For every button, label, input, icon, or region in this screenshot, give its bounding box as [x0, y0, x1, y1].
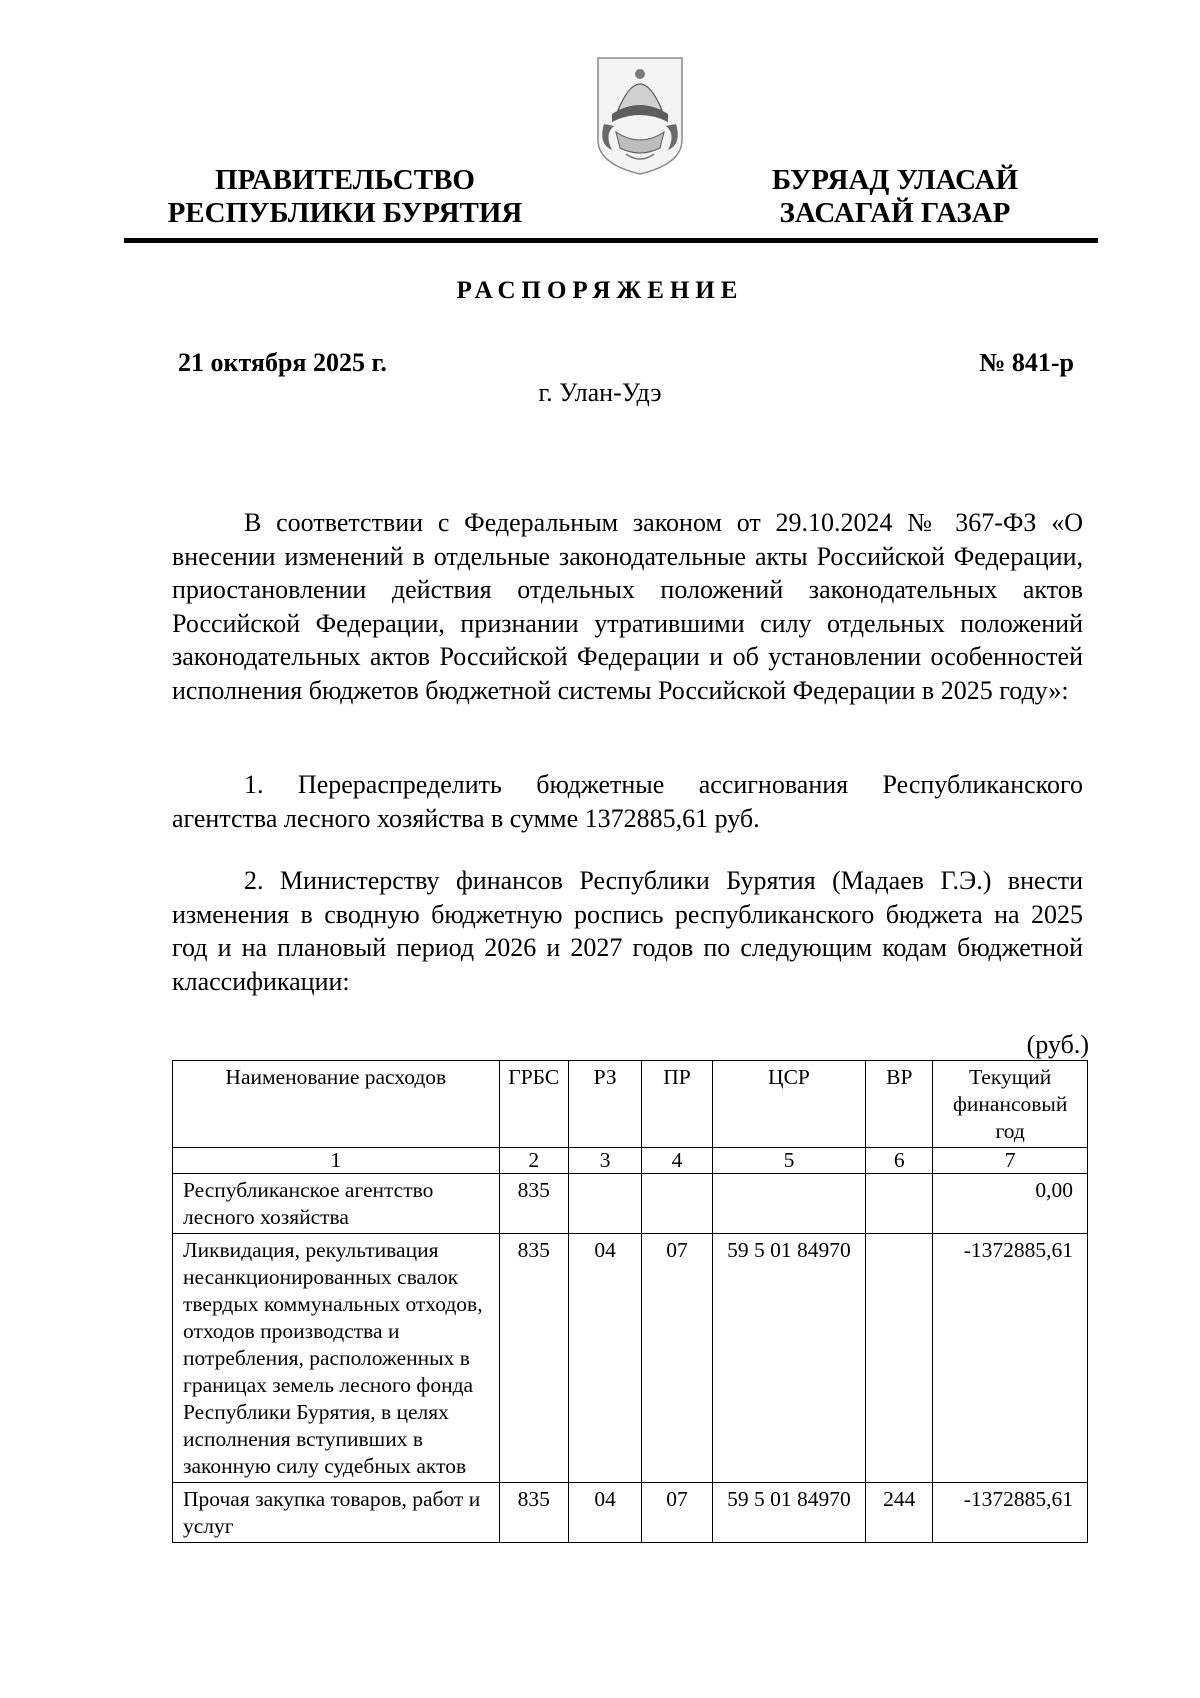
government-name-ru-line2: РЕСПУБЛИКИ БУРЯТИЯ	[167, 197, 523, 229]
cell-vr	[866, 1234, 933, 1483]
document-date: 21 октября 2025 г.	[178, 348, 387, 377]
table-row	[173, 1483, 1088, 1543]
government-name-ru	[165, 164, 525, 230]
cell-rz: 04	[568, 1234, 642, 1483]
cell-vr	[866, 1174, 933, 1234]
cell-grbs: 835	[499, 1234, 568, 1483]
cell-grbs: 835	[499, 1174, 568, 1234]
cell-amount: 0,00	[933, 1174, 1088, 1234]
cell-name: Республиканское агентство лесного хозяйства	[173, 1174, 500, 1234]
header-csr: ЦСР	[712, 1061, 866, 1148]
government-name-bua	[745, 164, 1045, 230]
government-name-bua-line1: БУРЯАД УЛАСАЙ	[771, 164, 1019, 196]
document-number: № 841-р	[979, 348, 1074, 377]
item-1-paragraph: 1. Перераспределить бюджетные ассигнования Республиканского агентства лесного хозяйства в сумме 1372885,61 руб.	[172, 770, 1083, 833]
cell-name: Ликвидация, рекультивация несанкционированных свалок твердых коммунальных отходов, отходов производства и потребления, расположенных в границах земель лесного фонда Республики Бурятия, в целях исполнения вступивших в законную силу судебных актов	[173, 1234, 500, 1483]
document-title: РАСПОРЯЖЕНИЕ	[456, 277, 744, 304]
header-vr: ВР	[866, 1061, 933, 1148]
cell-csr	[712, 1174, 866, 1234]
item-2-paragraph: 2. Министерству финансов Республики Бурятия (Мадаев Г.Э.) внести изменения в сводную бюджетную роспись республиканского бюджета на 2025 год и на плановый период 2026 и 2027 годов по следующим кодам бюджетной классификации:	[172, 866, 1083, 996]
cell-amount: -1372885,61	[933, 1483, 1088, 1543]
cell-pr: 07	[642, 1234, 712, 1483]
col-number: 6	[866, 1148, 933, 1174]
col-number: 4	[642, 1148, 712, 1174]
budget-table	[172, 1060, 1088, 1543]
cell-grbs: 835	[499, 1483, 568, 1543]
cell-name: Прочая закупка товаров, работ и услуг	[173, 1483, 500, 1543]
coat-of-arms-icon	[590, 52, 690, 178]
government-name-ru-line1: ПРАВИТЕЛЬСТВО	[215, 164, 475, 196]
cell-pr	[642, 1174, 712, 1234]
table-header-row	[173, 1061, 1088, 1148]
document-city: г. Улан-Удэ	[538, 378, 662, 407]
cell-csr: 59 5 01 84970	[712, 1234, 866, 1483]
col-number: 2	[499, 1148, 568, 1174]
header-name: Наименование расходов	[173, 1061, 500, 1148]
cell-pr: 07	[642, 1483, 712, 1543]
cell-csr: 59 5 01 84970	[712, 1483, 866, 1543]
header-divider	[124, 238, 1098, 243]
col-number: 7	[933, 1148, 1088, 1174]
table-row	[173, 1174, 1088, 1234]
intro-paragraph: В соответствии с Федеральным законом от 29.10.2024 № 367-ФЗ «О внесении изменений в отдельные законодательные акты Российской Федерации, приостановлении действия отдельных положений законодательных актов Российской Федерации, признании утратившими силу отдельных положений законодательных актов Российской Федерации и об установлении особенностей исполнения бюджетов бюджетной системы Российской Федерации в 2025 году»:	[172, 508, 1083, 705]
cell-amount: -1372885,61	[933, 1234, 1088, 1483]
table-unit: (руб.)	[1026, 1030, 1089, 1059]
column-numbers-row	[173, 1148, 1088, 1174]
col-number: 1	[173, 1148, 500, 1174]
table-row	[173, 1234, 1088, 1483]
header-grbs: ГРБС	[499, 1061, 568, 1148]
header-amount: Текущий финансовый год	[933, 1061, 1088, 1148]
government-name-bua-line2: ЗАСАГАЙ ГАЗАР	[779, 197, 1011, 229]
cell-vr: 244	[866, 1483, 933, 1543]
col-number: 3	[568, 1148, 642, 1174]
cell-rz: 04	[568, 1483, 642, 1543]
col-number: 5	[712, 1148, 866, 1174]
header-rz: РЗ	[568, 1061, 642, 1148]
header-pr: ПР	[642, 1061, 712, 1148]
cell-rz	[568, 1174, 642, 1234]
